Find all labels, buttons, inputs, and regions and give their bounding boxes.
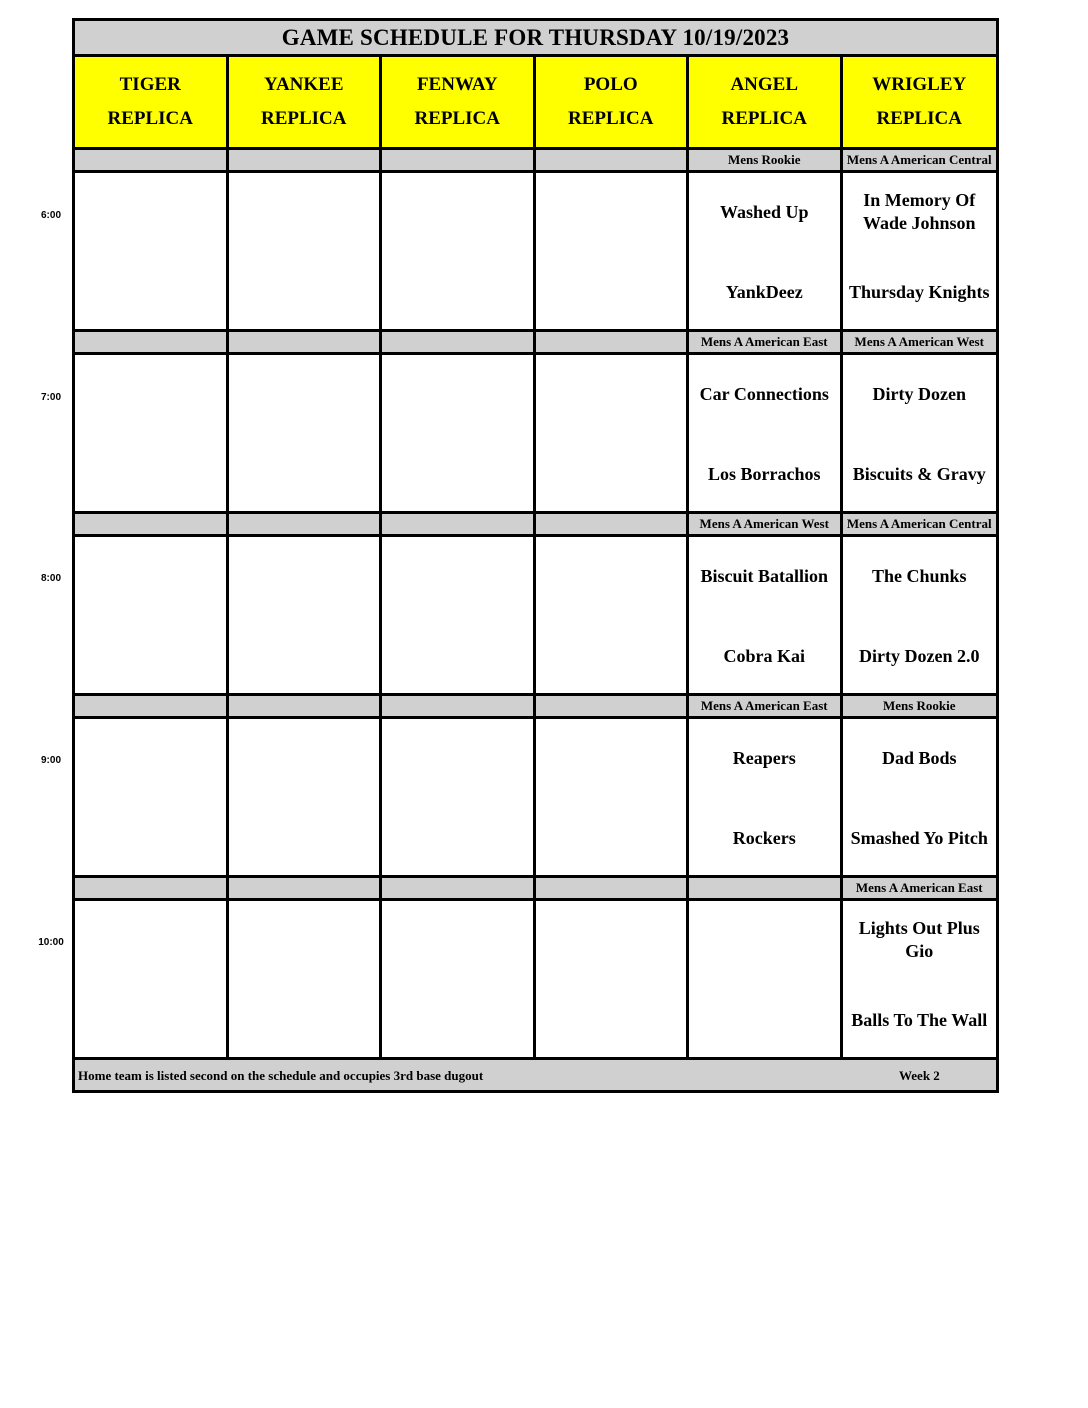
footer-note: Home team is listed second on the schedule and occupies 3rd base dugout [78,1068,484,1083]
time-label: 6:00 [40,210,61,221]
page-title: GAME SCHEDULE FOR THURSDAY 10/19/2023 [75,21,996,57]
time-slot-block [75,514,996,696]
time-slot-block [75,878,996,1060]
week-label: Week 2 [899,1068,940,1083]
game-row [75,173,996,332]
division-label [536,332,690,352]
game-cell [75,901,229,1057]
game-cell [229,901,383,1057]
field-header-fenway [382,57,536,147]
division-label [75,514,229,534]
time-slots [75,150,996,1060]
division-label [382,878,536,898]
away-team: Reapers [732,748,796,768]
division-label [536,514,690,534]
home-team: Balls To The Wall [851,1010,988,1030]
footer-bar [75,1060,996,1090]
field-name: YANKEE [263,74,344,96]
game-cell [75,537,229,693]
game-cell [843,173,997,329]
game-cell [843,537,997,693]
field-header-tiger [75,57,229,147]
away-team: In Memory Of Wade Johnson [862,190,976,233]
division-label [75,878,229,898]
away-team: Car Connections [699,384,829,404]
division-label [75,150,229,170]
schedule-sheet [72,18,999,1093]
field-header-polo [536,57,690,147]
division-label: Mens A American Central [843,514,997,534]
game-cell [689,173,843,329]
game-row [75,901,996,1060]
game-cell [382,901,536,1057]
division-label: Mens A American East [689,332,843,352]
game-cell [689,355,843,511]
home-team: Thursday Knights [848,282,990,302]
field-header-angel [689,57,843,147]
division-label [229,514,383,534]
game-cell [75,355,229,511]
game-cell [382,537,536,693]
division-row [75,696,996,719]
field-type: REPLICA [876,107,962,129]
time-slot-block [75,150,996,332]
game-cell [229,719,383,875]
game-cell [843,355,997,511]
division-label [382,696,536,716]
field-name: TIGER [119,74,181,96]
game-cell [536,173,690,329]
home-team: Smashed Yo Pitch [850,828,988,848]
field-name: FENWAY [416,74,498,96]
home-team: YankDeez [725,282,803,302]
time-label: 8:00 [40,573,61,584]
division-label: Mens Rookie [843,696,997,716]
game-cell [536,355,690,511]
away-team: Washed Up [719,202,809,222]
division-label: Mens A American West [843,332,997,352]
division-label [75,332,229,352]
game-cell [843,901,997,1057]
division-label [229,878,383,898]
division-label [382,332,536,352]
division-row [75,878,996,901]
game-cell [536,901,690,1057]
time-slot-block [75,696,996,878]
division-label [689,878,843,898]
game-cell [229,537,383,693]
division-label: Mens A American East [689,696,843,716]
time-label: 10:00 [38,937,64,948]
away-team: Dirty Dozen [872,384,966,404]
game-cell [536,537,690,693]
away-team: Biscuit Batallion [700,566,829,586]
division-label: Mens A American West [689,514,843,534]
division-label [382,514,536,534]
game-cell [689,537,843,693]
home-team: Dirty Dozen 2.0 [859,646,980,666]
division-label: Mens A American Central [843,150,997,170]
home-team: Cobra Kai [723,646,805,666]
field-header-wrigley [843,57,997,147]
game-cell [382,719,536,875]
division-label [536,878,690,898]
time-label: 7:00 [40,392,61,403]
division-row [75,150,996,173]
division-row [75,514,996,537]
game-cell [536,719,690,875]
time-slot-block [75,332,996,514]
home-team: Rockers [732,828,796,848]
division-label: Mens A American East [843,878,997,898]
division-label [536,696,690,716]
away-team: Dad Bods [881,748,957,768]
division-row [75,332,996,355]
field-name: POLO [583,74,638,96]
game-cell [75,173,229,329]
field-type: REPLICA [567,107,654,129]
game-row [75,719,996,878]
game-cell [75,719,229,875]
field-header-yankee [229,57,383,147]
game-cell [229,173,383,329]
time-label: 9:00 [40,755,61,766]
field-type: REPLICA [107,107,193,129]
division-label: Mens Rookie [689,150,843,170]
field-type: REPLICA [260,107,347,129]
home-team: Biscuits & Gravy [852,464,986,484]
game-row [75,355,996,514]
game-row [75,537,996,696]
away-team: Lights Out Plus Gio [858,918,980,961]
division-label [229,150,383,170]
game-cell [229,355,383,511]
division-label [382,150,536,170]
field-type: REPLICA [721,107,807,129]
division-label [229,696,383,716]
field-name: WRIGLEY [872,74,967,96]
game-cell [689,901,843,1057]
game-cell [689,719,843,875]
game-cell [382,173,536,329]
field-type: REPLICA [414,107,500,129]
home-team: Los Borrachos [708,464,821,484]
field-header-row [75,57,996,150]
division-label [536,150,690,170]
field-name: ANGEL [730,74,799,96]
division-label [229,332,383,352]
game-cell [382,355,536,511]
game-cell [843,719,997,875]
division-label [75,696,229,716]
away-team: The Chunks [871,566,967,586]
